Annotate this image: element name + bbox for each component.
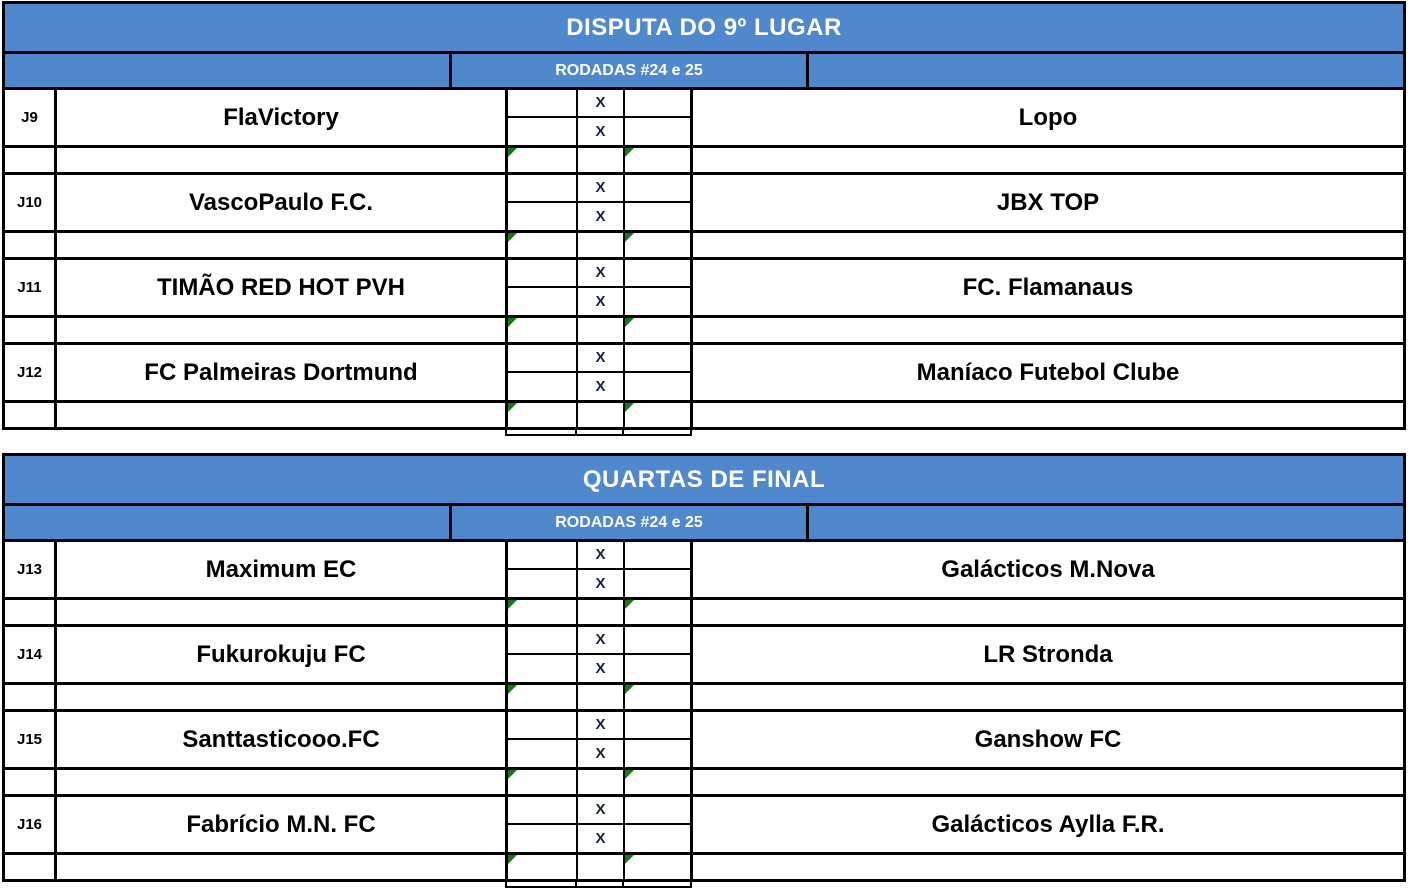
x-separator: X [578,260,625,288]
away-team-name: JBX TOP [996,188,1100,216]
spacer-score-cell [508,600,578,624]
spacer-cell [5,770,57,794]
score-cell-home-leg2[interactable] [508,373,578,401]
match-row [5,794,1403,852]
spacer-cell [5,855,57,879]
x-separator: X [578,373,625,401]
score-cell-home-leg2[interactable] [508,118,578,146]
spacer-row [5,145,1403,172]
spacer-cell [57,855,508,879]
score-cell-away-leg1[interactable] [625,90,693,118]
spacer-cell [57,770,508,794]
score-cell-away-leg2[interactable] [625,203,693,231]
match-row [5,172,1403,230]
away-team-name: Galácticos Aylla F.R. [931,810,1165,838]
spacer-cell [693,685,1403,709]
spacer-cell [57,685,508,709]
score-cell-home-leg2[interactable] [508,655,578,683]
score-cell-away-leg2[interactable] [625,118,693,146]
error-triangle-icon [625,148,634,157]
spacer-cell [578,685,625,709]
subheader-row [5,51,1403,87]
spacer-score-cell [508,318,578,342]
spacer-row [5,230,1403,257]
spacer-cell [57,403,508,427]
rounds-label: RODADAS #24 e 25 [452,506,809,539]
error-triangle-icon [508,600,517,609]
section-title: DISPUTA DO 9º LUGAR [5,4,1403,51]
error-triangle-icon [625,600,634,609]
error-triangle-icon [625,855,634,864]
match-id: J12 [5,345,57,400]
error-triangle-icon [508,855,517,864]
score-cell-away-leg1[interactable] [625,175,693,203]
score-cell-home-leg2[interactable] [508,570,578,598]
subheader-row [5,503,1403,539]
x-separator: X [578,797,625,825]
spacer-cell [693,148,1403,172]
x-separator: X [578,627,625,655]
error-triangle-icon [625,770,634,779]
error-triangle-icon [508,770,517,779]
spacer-score-cell [625,403,693,427]
score-grid-stub [505,882,692,888]
spacer-cell [578,233,625,257]
spacer-score-cell [508,685,578,709]
spacer-score-cell [625,318,693,342]
spacer-row [5,682,1403,709]
score-cell-home-leg2[interactable] [508,288,578,316]
spacer-cell [578,600,625,624]
home-team-name: Fabrício M.N. FC [57,797,508,852]
score-cell-away-leg1[interactable] [625,260,693,288]
subheader-left-segment [5,54,452,87]
home-team-name: TIMÃO RED HOT PVH [57,260,508,315]
spacer-cell [693,403,1403,427]
home-team-name: Santtasticooo.FC [57,712,508,767]
match-row [5,709,1403,767]
score-cell-away-leg2[interactable] [625,740,693,768]
score-grid-stub [505,430,692,436]
away-team-name: Maníaco Futebol Clube [916,358,1180,386]
error-triangle-icon [508,233,517,242]
spacer-row [5,767,1403,794]
spacer-cell [57,148,508,172]
away-team-name: FC. Flamanaus [962,273,1134,301]
spacer-score-cell [508,148,578,172]
section-quarterfinals [2,453,1414,888]
score-cell-away-leg2[interactable] [625,655,693,683]
section-ninth-place [2,1,1414,436]
spacer-cell [57,600,508,624]
spacer-cell [578,318,625,342]
x-separator: X [578,175,625,203]
error-triangle-icon [625,233,634,242]
away-team-name: Lopo [1018,103,1078,131]
spacer-cell [57,233,508,257]
spacer-cell [5,233,57,257]
match-id: J16 [5,797,57,852]
x-separator: X [578,345,625,373]
match-row [5,87,1403,145]
spacer-score-cell [625,855,693,879]
bracket-table-ninth-place [2,1,1406,430]
spacer-row [5,597,1403,624]
score-cell-away-leg1[interactable] [625,345,693,373]
score-cell-away-leg1[interactable] [625,712,693,740]
score-cell-home-leg1[interactable] [508,542,578,570]
score-cell-home-leg1[interactable] [508,260,578,288]
x-separator: X [578,655,625,683]
spacer-score-cell [625,685,693,709]
spacer-score-cell [625,148,693,172]
spacer-cell [578,855,625,879]
away-team-name: Galácticos M.Nova [941,555,1155,583]
score-cell-home-leg2[interactable] [508,203,578,231]
spacer-cell [5,685,57,709]
match-id: J15 [5,712,57,767]
score-cell-away-leg2[interactable] [625,570,693,598]
match-row [5,539,1403,597]
spacer-cell [578,770,625,794]
spacer-cell [693,600,1403,624]
section-title: QUARTAS DE FINAL [5,456,1403,503]
spacer-cell [5,148,57,172]
subheader-right-segment [809,54,1403,87]
x-separator: X [578,288,625,316]
score-cell-home-leg1[interactable] [508,627,578,655]
home-team-name: FC Palmeiras Dortmund [57,345,508,400]
match-id: J11 [5,260,57,315]
error-triangle-icon [625,403,634,412]
match-id: J14 [5,627,57,682]
spacer-cell [693,318,1403,342]
spacer-score-cell [508,403,578,427]
match-row [5,257,1403,315]
error-triangle-icon [508,403,517,412]
error-triangle-icon [508,148,517,157]
spacer-score-cell [508,770,578,794]
match-row [5,624,1403,682]
x-separator: X [578,570,625,598]
match-id: J13 [5,542,57,597]
score-cell-home-leg2[interactable] [508,825,578,853]
spacer-score-cell [508,233,578,257]
x-separator: X [578,118,625,146]
spacer-cell [578,403,625,427]
x-separator: X [578,712,625,740]
score-cell-away-leg1[interactable] [625,542,693,570]
score-cell-away-leg2[interactable] [625,825,693,853]
score-cell-away-leg2[interactable] [625,288,693,316]
home-team-name: Maximum EC [57,542,508,597]
match-row [5,342,1403,400]
score-cell-home-leg1[interactable] [508,797,578,825]
away-team-name: LR Stronda [983,640,1113,668]
home-team-name: FlaVictory [57,90,508,145]
spacer-cell [5,600,57,624]
x-separator: X [578,740,625,768]
score-cell-home-leg1[interactable] [508,712,578,740]
spacer-score-cell [508,855,578,879]
spacer-cell [693,770,1403,794]
score-cell-away-leg1[interactable] [625,797,693,825]
spacer-score-cell [625,770,693,794]
match-id: J10 [5,175,57,230]
spacer-row [5,852,1403,879]
spacer-cell [693,855,1403,879]
x-separator: X [578,203,625,231]
spacer-row [5,400,1403,427]
error-triangle-icon [508,318,517,327]
rounds-label: RODADAS #24 e 25 [452,54,809,87]
match-id: J9 [5,90,57,145]
subheader-left-segment [5,506,452,539]
spacer-cell [5,403,57,427]
spacer-score-cell [625,233,693,257]
spacer-cell [693,233,1403,257]
error-triangle-icon [625,685,634,694]
score-cell-away-leg1[interactable] [625,627,693,655]
spacer-row [5,315,1403,342]
x-separator: X [578,542,625,570]
home-team-name: VascoPaulo F.C. [57,175,508,230]
score-cell-home-leg2[interactable] [508,740,578,768]
score-cell-home-leg1[interactable] [508,90,578,118]
away-team-name: Ganshow FC [974,725,1122,753]
error-triangle-icon [625,318,634,327]
subheader-right-segment [809,506,1403,539]
error-triangle-icon [508,685,517,694]
spacer-cell [5,318,57,342]
spacer-cell [578,148,625,172]
bracket-table-quarterfinals [2,453,1406,882]
spacer-score-cell [625,600,693,624]
score-cell-home-leg1[interactable] [508,175,578,203]
x-separator: X [578,90,625,118]
home-team-name: Fukurokuju FC [57,627,508,682]
score-cell-away-leg2[interactable] [625,373,693,401]
spacer-cell [57,318,508,342]
score-cell-home-leg1[interactable] [508,345,578,373]
x-separator: X [578,825,625,853]
